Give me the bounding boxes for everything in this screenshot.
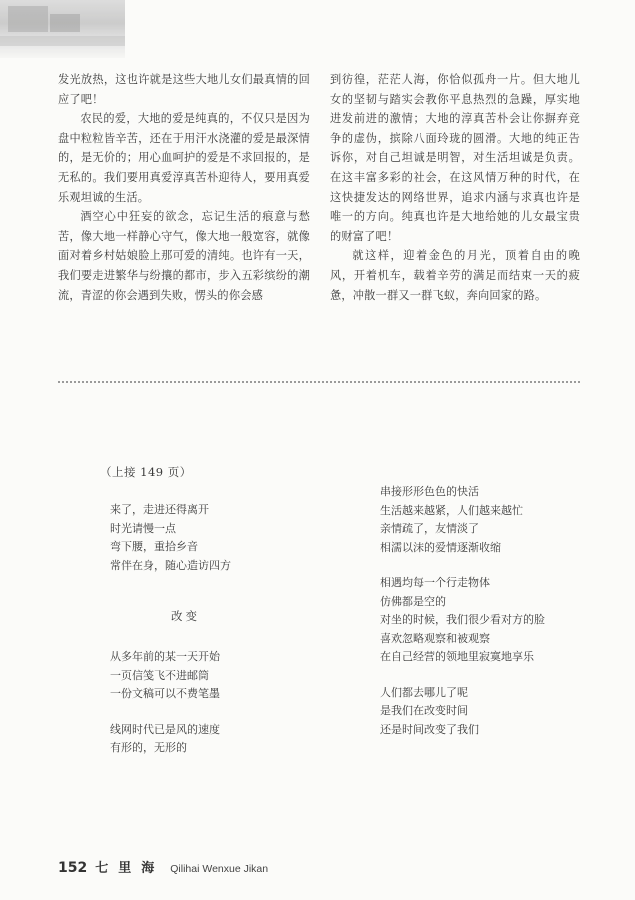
article-paragraph: 到彷徨，茫茫人海，你恰似孤舟一片。但大地儿女的坚韧与踏实会教你平息热烈的急躁，厚实地进发前进的激情；大地的淳真苦朴会让你摒弃竞争的虚伪，摈除八面玲珑的圆滑。大地的纯正告诉你，对自己坦诚是明智，对生活坦诚是负责。在这丰富多彩的社会，在这风情万种的时代，在这快捷发达的网络世界，追求内涵与求真也许是唯一的方向。纯真也许是大地给她的儿女最宝贵的财富了吧！: [330, 73, 580, 243]
poem-line: 仿佛都是空的: [380, 594, 446, 608]
article-paragraph: 发光放热，这也许就是这些大地儿女们最真情的回应了吧！: [58, 73, 310, 106]
section-divider: [58, 381, 580, 383]
poem-column-right: [380, 483, 545, 756]
page-footer: [58, 857, 268, 877]
poem-line: 弯下腰，重拾乡音: [110, 540, 198, 553]
poem-line: 相濡以沫的爱情逐渐收缩: [380, 540, 501, 554]
poem-line: 串接形形色色的快活: [380, 485, 479, 498]
article-paragraph: 酒空心中狂妄的欲念，忘记生活的痕意与愁苦，像大地一样静心守气，像大地一般宽容，就像面对着乡村姑娘脸上那可爱的清纯。也许有一天，我们要走进繁华与纷攘的都市，步入五彩缤纷的潮流，青涩的你会遇到失败，愣头的你会感: [58, 210, 310, 302]
poem-line: 一页信笺飞不进邮筒: [110, 668, 209, 682]
header-decorative-image: [0, 0, 125, 58]
article-paragraph: 农民的爱，大地的爱是纯真的，不仅只是因为盘中粒粒皆辛苦，还在于用汗水浇灌的爱是最深情的，是无价的；用心血呵护的爱是不求回报的，是无私的。我们要用真爱淳真苦朴迎待人，要用真爱乐观坦诚的生活。: [58, 112, 310, 204]
article-column-right: [330, 70, 580, 305]
poem-line: 线网时代已是风的速度: [110, 722, 220, 736]
poem-title: 改变: [171, 609, 200, 623]
poem-stanza: [110, 721, 231, 758]
poem-line: 从多年前的某一天开始: [110, 650, 220, 663]
poem-stanza: [380, 684, 545, 740]
page-number: 152: [58, 860, 88, 876]
poem-line: 生活越来越紧，人们越来越忙: [380, 503, 523, 517]
poem-line: 对坐的时候，我们很少看对方的脸: [380, 613, 545, 626]
poem-line: 是我们在改变时间: [380, 704, 468, 717]
poem-line: 相遇均每一个行走物体: [380, 576, 490, 589]
continued-note: （上接 149 页）: [100, 465, 192, 479]
article-column-left: [58, 70, 310, 305]
poem-column-left: [110, 501, 231, 775]
poem-line: 喜欢忽略观察和被观察: [380, 631, 490, 645]
poem-line: 来了，走进还得离开: [110, 503, 209, 516]
poem-line: 常伴在身，随心造访四方: [110, 558, 231, 572]
article-paragraph: 就这样，迎着金色的月光，顶着自由的晚风，开着机车，载着辛劳的满足而结束一天的疲惫，冲散一群又一群飞蚁，奔向回家的路。: [330, 249, 580, 302]
poem-line: 一份文稿可以不费笔墨: [110, 687, 220, 700]
poem-line: 人们都去哪儿了呢: [380, 685, 468, 699]
poem-line: 时光请慢一点: [110, 521, 176, 535]
poem-stanza: [380, 483, 545, 557]
journal-pinyin: Qilihai Wenxue Jikan: [170, 863, 269, 875]
poem-line: 还是时间改变了我们: [380, 722, 479, 736]
poem-line: 亲情疏了，友情淡了: [380, 522, 479, 535]
poem-stanza: [380, 574, 545, 667]
poem-stanza: [110, 648, 231, 704]
poem-stanza: [110, 501, 231, 575]
poem-line: 有形的，无形的: [110, 741, 187, 754]
poem-line: 在自己经营的领地里寂寞地享乐: [380, 650, 534, 663]
journal-name: 七里海: [95, 861, 165, 876]
